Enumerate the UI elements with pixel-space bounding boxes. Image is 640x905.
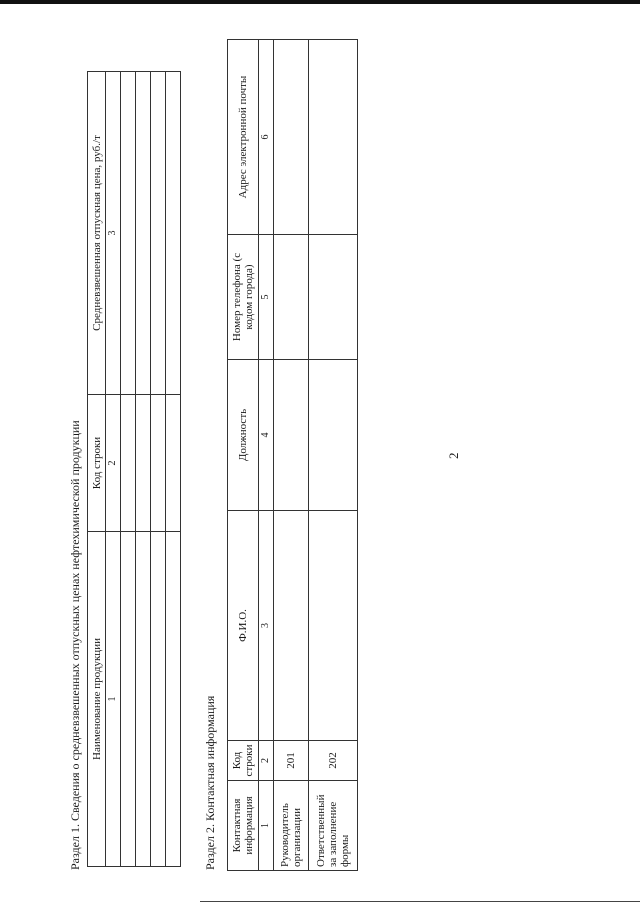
column-number: 6 xyxy=(259,40,274,235)
column-number: 4 xyxy=(259,360,274,511)
empty-cell[interactable] xyxy=(136,532,151,867)
page-number: 2 xyxy=(446,452,461,459)
table-header-row xyxy=(228,40,259,871)
empty-cell[interactable] xyxy=(274,235,309,360)
row-label-responsible: Ответственный за заполнение формы xyxy=(309,781,358,871)
column-number: 3 xyxy=(106,72,121,395)
column-number-row xyxy=(259,40,274,871)
header-phone: Номер телефона (с кодом города) xyxy=(228,235,259,360)
empty-cell[interactable] xyxy=(166,532,181,867)
empty-cell[interactable] xyxy=(166,72,181,395)
section1-title: Раздел 1. Сведения о средневзвешенных отпускных ценах нефтехимической продукции xyxy=(68,420,82,870)
empty-cell[interactable] xyxy=(121,532,136,867)
empty-cell[interactable] xyxy=(151,395,166,532)
empty-cell[interactable] xyxy=(136,395,151,532)
table-row xyxy=(274,40,309,871)
column-number-row xyxy=(106,72,121,867)
empty-cell[interactable] xyxy=(309,235,358,360)
column-number: 1 xyxy=(259,781,274,871)
empty-cell[interactable] xyxy=(309,360,358,511)
empty-cell[interactable] xyxy=(151,72,166,395)
empty-cell[interactable] xyxy=(136,72,151,395)
header-row-code: Код строки xyxy=(88,395,106,532)
empty-cell[interactable] xyxy=(274,511,309,741)
table-row xyxy=(136,72,151,867)
row-code: 202 xyxy=(309,741,358,781)
column-number: 5 xyxy=(259,235,274,360)
header-contact-info: Контактная информация xyxy=(228,781,259,871)
header-product-name: Наименование продукции xyxy=(88,532,106,867)
section1-table xyxy=(87,71,181,867)
header-row-code: Код строки xyxy=(228,741,259,781)
section2-title: Раздел 2. Контактная информация xyxy=(203,695,217,870)
empty-cell[interactable] xyxy=(151,532,166,867)
table-header-row xyxy=(88,72,106,867)
row-code: 201 xyxy=(274,741,309,781)
table-row xyxy=(151,72,166,867)
section2-table xyxy=(227,39,358,871)
table-row xyxy=(121,72,136,867)
empty-cell[interactable] xyxy=(121,72,136,395)
empty-cell[interactable] xyxy=(121,395,136,532)
row-label-head: Руководитель организации xyxy=(274,781,309,871)
table-row xyxy=(309,40,358,871)
empty-cell[interactable] xyxy=(309,40,358,235)
empty-cell[interactable] xyxy=(274,40,309,235)
column-number: 1 xyxy=(106,532,121,867)
header-email: Адрес электронной почты xyxy=(228,40,259,235)
empty-cell[interactable] xyxy=(166,395,181,532)
empty-cell[interactable] xyxy=(274,360,309,511)
header-position: Должность xyxy=(228,360,259,511)
column-number: 3 xyxy=(259,511,274,741)
header-full-name: Ф.И.О. xyxy=(228,511,259,741)
column-number: 2 xyxy=(106,395,121,532)
empty-cell[interactable] xyxy=(309,511,358,741)
column-number: 2 xyxy=(259,741,274,781)
header-avg-price: Средневзвешенная отпускная цена, руб./т xyxy=(88,72,106,395)
table-row xyxy=(166,72,181,867)
